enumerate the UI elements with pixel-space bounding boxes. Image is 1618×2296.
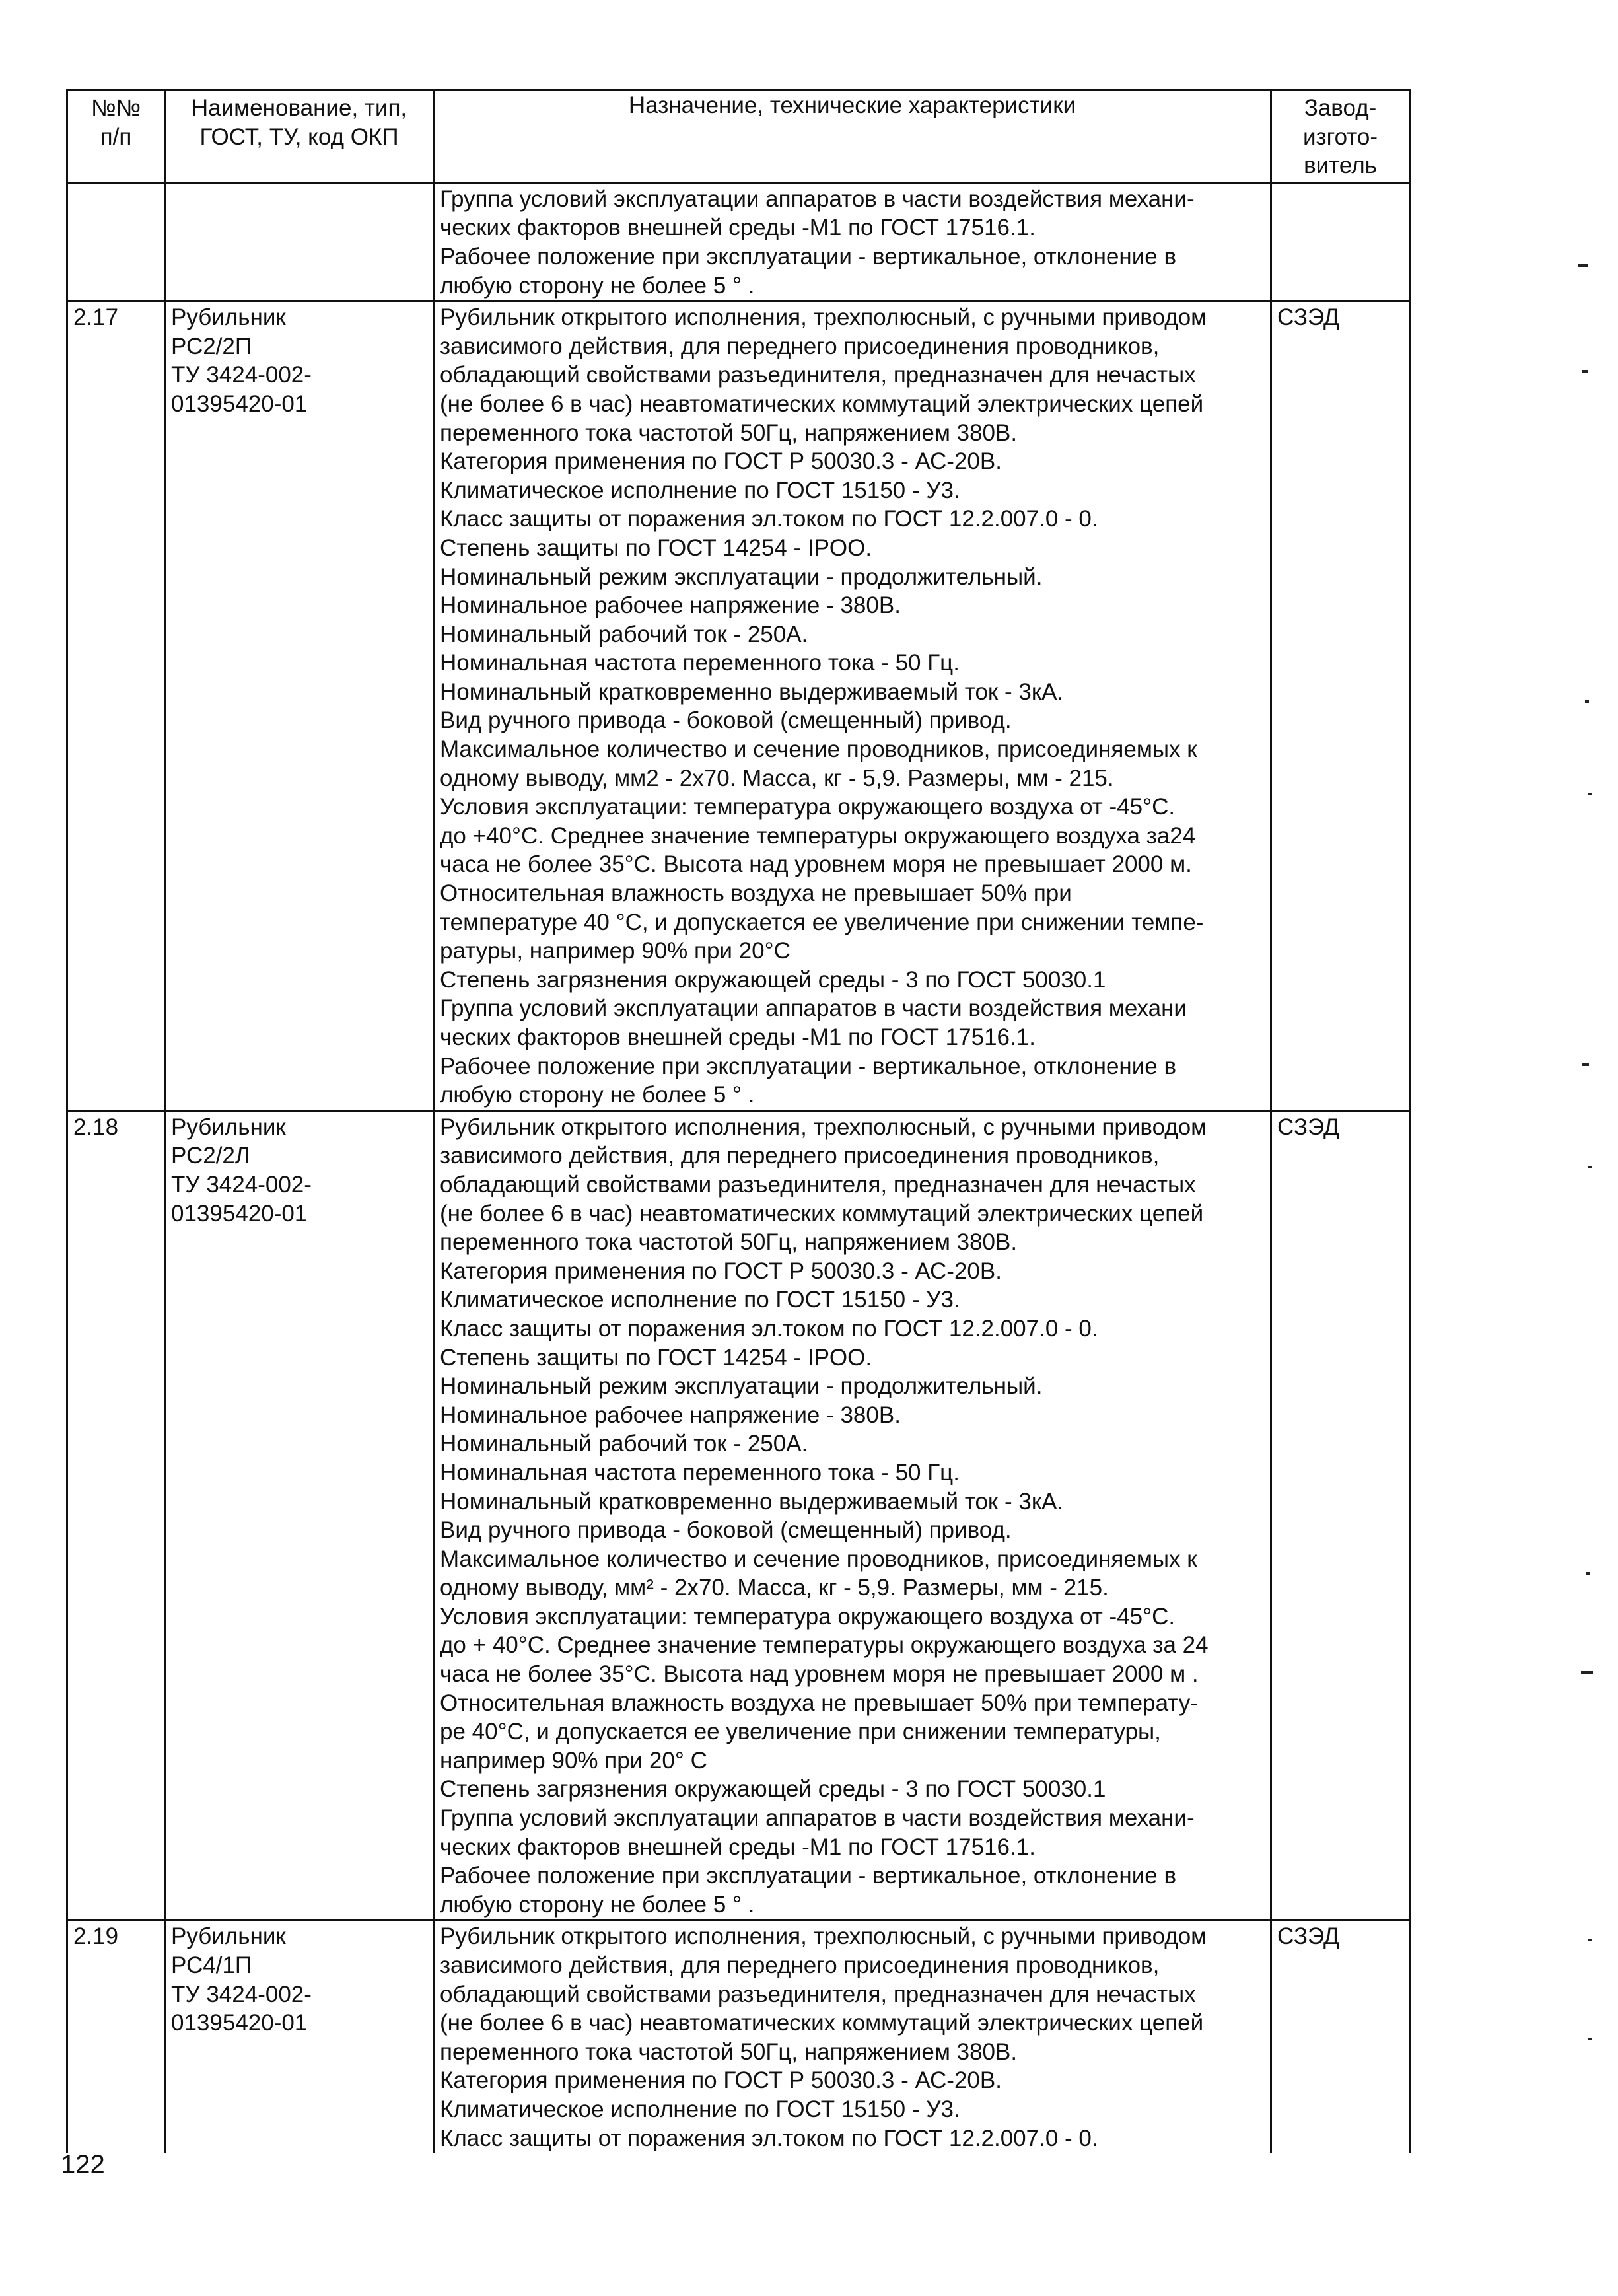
text-line: Рабочее положение при эксплуатации - вертикальное, отклонение в <box>440 243 1177 269</box>
text-line: Относительная влажность воздуха не превышает 50% при температу- <box>440 1690 1198 1716</box>
text-line: Рубильник открытого исполнения, трехполюсный, с ручными приводом <box>440 1923 1207 1950</box>
text-line: зависимого действия, для переднего присоединения проводников, <box>440 333 1160 359</box>
text-line: 01395420-01 <box>171 1200 308 1227</box>
text-line: ратуры, например 90% при 20°С <box>440 938 791 964</box>
text-line: переменного тока частотой 50Гц, напряжением 380В. <box>440 419 1018 446</box>
text-line: РС2/2Л <box>171 1143 250 1169</box>
table-row <box>67 1920 1410 2153</box>
header-name: Наименование, тип, ГОСТ, ТУ, код ОКП <box>165 90 434 183</box>
text-line: ческих факторов внешней среды -М1 по ГОСТ 17516.1. <box>440 1024 1036 1050</box>
text-line: ре 40°С, и допускается ее увеличение при снижении температуры, <box>440 1719 1161 1745</box>
text-line: РС2/2П <box>171 333 252 359</box>
text-line: Категория применения по ГОСТ Р 50030.3 - АС-20В. <box>440 448 1002 475</box>
text-line: (не более 6 в час) неавтоматических коммутаций электрических цепей <box>440 2010 1204 2036</box>
cell-number: 2.17 <box>67 301 165 1111</box>
text-line: обладающий свойствами разъединителя, предназначен для нечастых <box>440 1171 1196 1198</box>
text-line: Номинальное рабочее напряжение - 380В. <box>440 1402 901 1428</box>
text-line: Класс защиты от поражения эл.током по ГОСТ 12.2.007.0 - 0. <box>440 506 1098 532</box>
header-number: №№ п/п <box>67 90 165 183</box>
scan-mark <box>1578 264 1588 267</box>
text-line: Категория применения по ГОСТ Р 50030.3 - АС-20В. <box>440 2067 1002 2094</box>
text-line: ТУ 3424-002- <box>171 1171 312 1198</box>
text-line: часа не более 35°С. Высота над уровнем моря не превышает 2000 м. <box>440 851 1192 878</box>
text-line: ческих факторов внешней среды -М1 по ГОСТ 17516.1. <box>440 215 1036 241</box>
text-line: до + 40°С. Среднее значение температуры окружающего воздуха за 24 <box>440 1632 1209 1659</box>
text-line: Рубильник <box>171 305 286 331</box>
table-header-row <box>67 90 1410 183</box>
text-line: Рубильник <box>171 1114 286 1140</box>
text-line: Номинальный рабочий ток - 250А. <box>440 1431 808 1457</box>
text-line: Группа условий эксплуатации аппаратов в части воздействия механи- <box>440 186 1195 212</box>
text-line: Номинальная частота переменного тока - 50 Гц. <box>440 650 960 676</box>
cell-maker <box>1271 182 1410 301</box>
text-line: Рубильник открытого исполнения, трехполюсный, с ручными приводом <box>440 305 1207 331</box>
text-line: Климатическое исполнение по ГОСТ 15150 - У3. <box>440 477 960 503</box>
text-line: Номинальный режим эксплуатации - продолжительный. <box>440 563 1043 590</box>
text-line: Рабочее положение при эксплуатации - вертикальное, отклонение в <box>440 1053 1177 1079</box>
text-line: Номинальный режим эксплуатации - продолжительный. <box>440 1373 1043 1400</box>
cell-name <box>165 301 434 1111</box>
scan-mark <box>1588 1166 1592 1168</box>
cell-maker: СЗЭД <box>1271 301 1410 1111</box>
text-line: Степень защиты по ГОСТ 14254 - IPOO. <box>440 534 872 561</box>
text-line: Класс защиты от поражения эл.током по ГОСТ 12.2.007.0 - 0. <box>440 2125 1098 2151</box>
scan-mark <box>1585 700 1589 703</box>
cell-description <box>434 182 1271 301</box>
text-line: одному выводу, мм² - 2х70. Масса, кг - 5,9. Размеры, мм - 215. <box>440 1575 1109 1601</box>
text-line: например 90% при 20° С <box>440 1747 707 1774</box>
text-line: одному выводу, мм2 - 2х70. Масса, кг - 5,9. Размеры, мм - 215. <box>440 765 1114 791</box>
text-line: 01395420-01 <box>171 2010 308 2036</box>
cell-maker: СЗЭД <box>1271 1920 1410 2153</box>
table-row-continuation <box>67 182 1410 301</box>
text-line: (не более 6 в час) неавтоматических коммутаций электрических цепей <box>440 1200 1204 1227</box>
text-line: температуре 40 °С, и допускается ее увеличение при снижении темпе- <box>440 909 1204 935</box>
cell-number: 2.18 <box>67 1110 165 1920</box>
text-line: обладающий свойствами разъединителя, предназначен для нечастых <box>440 1981 1196 2007</box>
text-line: Максимальное количество и сечение проводников, присоединяемых к <box>440 736 1197 763</box>
text-line: Номинальная частота переменного тока - 50 Гц. <box>440 1459 960 1486</box>
text-line: Степень загрязнения окружающей среды - 3 по ГОСТ 50030.1 <box>440 1776 1106 1803</box>
scan-mark <box>1588 2038 1592 2040</box>
text-line: Условия эксплуатации: температура окружающего воздуха от -45°С. <box>440 1603 1176 1630</box>
text-line: Группа условий эксплуатации аппаратов в части воздействия механи <box>440 995 1187 1022</box>
text-line: Рубильник открытого исполнения, трехполюсный, с ручными приводом <box>440 1114 1207 1140</box>
text-line: Вид ручного привода - боковой (смещенный) привод. <box>440 1517 1012 1544</box>
text-line: часа не более 35°С. Высота над уровнем моря не превышает 2000 м . <box>440 1661 1199 1688</box>
text-line: Условия эксплуатации: температура окружающего воздуха от -45°С. <box>440 794 1176 820</box>
cell-name <box>165 1920 434 2153</box>
cell-number: 2.19 <box>67 1920 165 2153</box>
text-line: Климатическое исполнение по ГОСТ 15150 - У3. <box>440 2096 960 2122</box>
cell-maker: СЗЭД <box>1271 1110 1410 1920</box>
cell-description <box>434 1920 1271 2153</box>
text-line: Максимальное количество и сечение проводников, присоединяемых к <box>440 1546 1197 1572</box>
text-line: зависимого действия, для переднего присоединения проводников, <box>440 1953 1160 1978</box>
cell-description <box>434 1110 1271 1920</box>
table-row <box>67 1110 1410 1920</box>
text-line: ТУ 3424-002- <box>171 362 312 388</box>
header-purpose: Назначение, технические характеристики <box>434 90 1271 183</box>
text-line: РС4/1П <box>171 1953 252 1978</box>
text-line: Рабочее положение при эксплуатации - вертикальное, отклонение в <box>440 1863 1177 1889</box>
text-line: Категория применения по ГОСТ Р 50030.3 - АС-20В. <box>440 1258 1002 1284</box>
text-line: любую сторону не более 5 ° . <box>440 1082 755 1108</box>
text-line: Номинальный кратковременно выдерживаемый ток - 3кА. <box>440 678 1064 705</box>
scan-mark <box>1582 370 1588 373</box>
text-line: любую сторону не более 5 ° . <box>440 272 755 299</box>
text-line: зависимого действия, для переднего присоединения проводников, <box>440 1143 1160 1169</box>
specification-table <box>66 89 1411 2153</box>
text-line: Климатическое исполнение по ГОСТ 15150 - У3. <box>440 1287 960 1313</box>
table-row <box>67 301 1410 1111</box>
text-line: (не более 6 в час) неавтоматических коммутаций электрических цепей <box>440 390 1204 417</box>
text-line: любую сторону не более 5 ° . <box>440 1891 755 1918</box>
text-line: Степень защиты по ГОСТ 14254 - IPOO. <box>440 1344 872 1371</box>
text-line: переменного тока частотой 50Гц, напряжением 380В. <box>440 2038 1018 2065</box>
cell-number <box>67 182 165 301</box>
scan-mark <box>1582 1063 1589 1066</box>
text-line: переменного тока частотой 50Гц, напряжением 380В. <box>440 1229 1018 1256</box>
cell-name <box>165 1110 434 1920</box>
scan-mark <box>1586 1572 1590 1575</box>
text-line: до +40°С. Среднее значение температуры окружающего воздуха за24 <box>440 822 1196 849</box>
text-line: Относительная влажность воздуха не превышает 50% при <box>440 880 1072 907</box>
text-line: Класс защиты от поражения эл.током по ГОСТ 12.2.007.0 - 0. <box>440 1315 1098 1342</box>
scan-mark <box>1588 1939 1592 1941</box>
scan-mark <box>1581 1671 1593 1674</box>
text-line: Номинальный кратковременно выдерживаемый ток - 3кА. <box>440 1488 1064 1515</box>
text-line: ческих факторов внешней среды -М1 по ГОСТ 17516.1. <box>440 1834 1036 1860</box>
text-line: Номинальный рабочий ток - 250А. <box>440 621 808 647</box>
text-line: ТУ 3424-002- <box>171 1981 312 2007</box>
scan-mark <box>1588 793 1592 795</box>
text-line: обладающий свойствами разъединителя, предназначен для нечастых <box>440 362 1196 388</box>
cell-description <box>434 301 1271 1111</box>
text-line: Степень загрязнения окружающей среды - 3 по ГОСТ 50030.1 <box>440 966 1106 993</box>
text-line: Рубильник <box>171 1923 286 1950</box>
cell-name <box>165 182 434 301</box>
header-maker: Завод- изгото- витель <box>1271 90 1410 183</box>
text-line: Группа условий эксплуатации аппаратов в части воздействия механи- <box>440 1805 1195 1832</box>
text-line: Вид ручного привода - боковой (смещенный) привод. <box>440 707 1012 734</box>
page-number: 122 <box>61 2150 105 2179</box>
text-line: Номинальное рабочее напряжение - 380В. <box>440 592 901 619</box>
text-line: 01395420-01 <box>171 390 308 417</box>
